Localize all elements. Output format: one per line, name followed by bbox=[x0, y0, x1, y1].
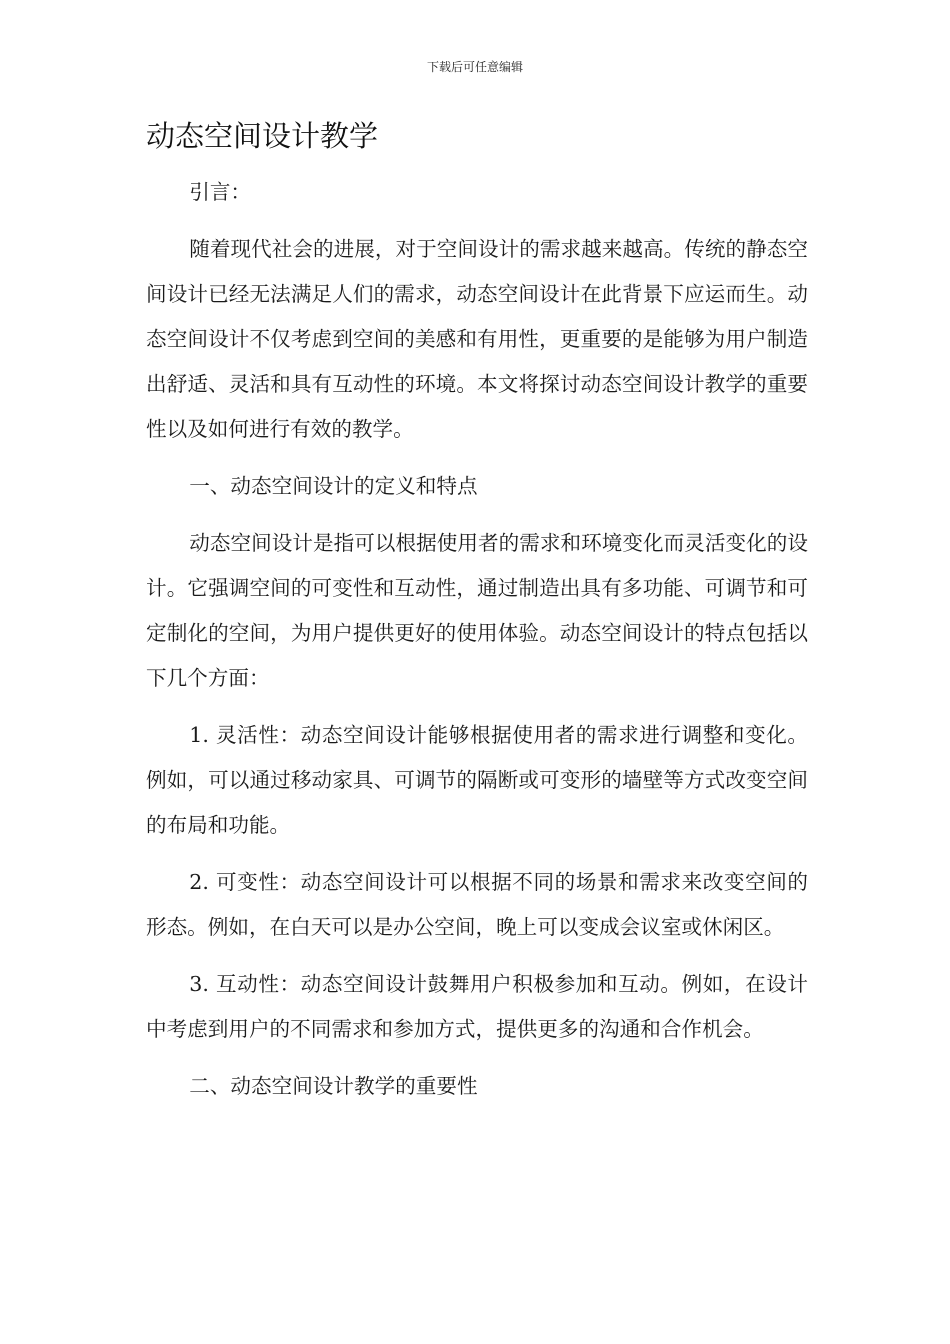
section-heading-1: 一、动态空间设计的定义和特点 bbox=[189, 474, 478, 498]
paragraph-intro: 随着现代社会的进展，对于空间设计的需求越来越高。传统的静态空间设计已经无法满足人们的需求，动态空间设计在此背景下应运而生。动态空间设计不仅考虑到空间的美感和有用性，更重要的是能够为用户制造出舒适、灵活和具有互动性的环境。本文将探讨动态空间设计教学的重要性以及如何进行有效的教学。 bbox=[146, 237, 808, 441]
header-note: 下载后可任意编辑 bbox=[426, 60, 523, 74]
list-item-interactivity: 3. 互动性：动态空间设计鼓舞用户积极参加和互动。例如，在设计中考虑到用户的不同需求和参加方式，提供更多的沟通和合作机会。 bbox=[146, 972, 808, 1041]
section-heading-2: 二、动态空间设计教学的重要性 bbox=[189, 1074, 478, 1098]
paragraph-intro-label: 引言： bbox=[189, 180, 252, 204]
document-body bbox=[146, 170, 808, 1121]
list-item-variability: 2. 可变性：动态空间设计可以根据不同的场景和需求来改变空间的形态。例如，在白天可以是办公空间，晚上可以变成会议室或休闲区。 bbox=[146, 870, 808, 939]
paragraph-definition: 动态空间设计是指可以根据使用者的需求和环境变化而灵活变化的设计。它强调空间的可变性和互动性，通过制造出具有多功能、可调节和可定制化的空间，为用户提供更好的使用体验。动态空间设计的特点包括以下几个方面： bbox=[146, 531, 808, 690]
list-item-flexibility: 1. 灵活性：动态空间设计能够根据使用者的需求进行调整和变化。例如，可以通过移动家具、可调节的隔断或可变形的墙壁等方式改变空间的布局和功能。 bbox=[146, 723, 808, 837]
document-title: 动态空间设计教学 bbox=[146, 119, 379, 153]
